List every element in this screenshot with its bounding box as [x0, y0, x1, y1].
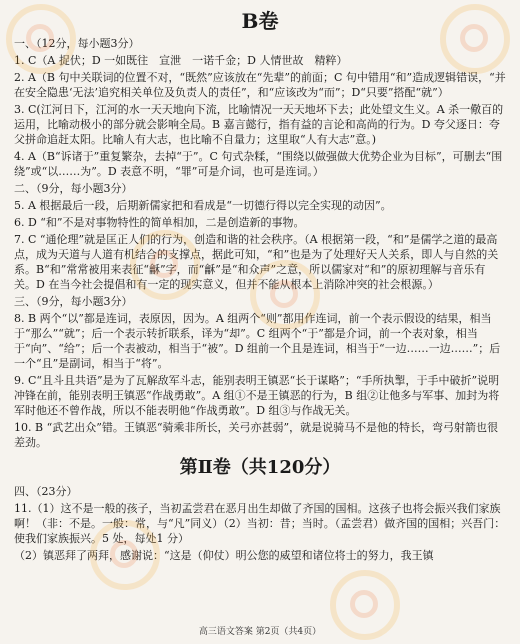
- answer-item: 3. C(江河日下，江河的水一天天地向下流，比喻情况一天天地坏下去；此处望文生义。A 杀一儆百的运用，比喻动极小的部分就会影响全局。B 嘉言懿行，指有益的言论和高尚的行为。D 夸父逐日：夸父拼命追赶太阳。比喻人有大志，也比喻不自量力；这里取“人有大志”意。): [14, 103, 504, 146]
- part2-title: 第Ⅱ卷（共120分）: [179, 457, 341, 478]
- section-header: 二、（9分，每小题3分）: [14, 182, 133, 195]
- answer-item: 4. A（B“诉诸于”重复繁杂，去掉“于”。C 句式杂糅，“围绕以做强做大优势企业为目标”，可删去“围绕”或“以……为”。D 表意不明，“罪”可是介词，也可是连词。）: [14, 150, 503, 178]
- section-header: 一、（12分，每小题3分）: [14, 37, 140, 50]
- answer-item: 8. B 两个“以”都是连词，表原因，因为。A 组两个“则”都用作连词，前一个表示假设的结果，相当于“那么”“就”；后一个表示转折联系，译为“却”。C 组两个“于”都是介词，前一个表对象，相当于“向”、“给”；后一个表被动，相当于“被”。D 组前一个且是连词，相当于“一边……一边……”；后一个“且”是副词，相当于“将”。: [14, 312, 501, 370]
- answer-item: 11.（1）这不是一般的孩子，当初孟尝君在恶月出生却做了齐国的国相。这孩子也将会振兴我们家族啊！（非：不是。一般：常，与“凡”同义）（2）当初：昔；当时。（孟尝君）做齐国的国相；兴吾门：使我们家族振兴。5 处，每处1 分）: [14, 502, 506, 545]
- answer-item: 6. D “和”不是对事物特性的简单相加，二是创造新的事物。: [14, 216, 305, 229]
- section-header: 三、（9分，每小题3分）: [14, 295, 133, 308]
- section-header: 四、（23分）: [14, 485, 78, 498]
- answer-item: 10. B “武艺出众”错。王镇恶“骑乘非所长，关弓亦甚弱”，就是说骑马不是他的特长，弯弓射箭也很差劲。: [14, 421, 499, 449]
- section-2: [14, 181, 506, 292]
- page-footer: 高三语文答案 第2页（共4页）: [198, 627, 322, 637]
- section-3: [14, 294, 506, 450]
- answer-item: 9. C“且斗且共语”是为了瓦解敌军斗志，能别表明王镇恶“长于谋略”；“手所执掣，于手中破折”说明冲锋在前，能别表明王镇恶“作战勇敢”。A 组①不是王镇恶的行为，B 组②让他多与军事、加封为将军时他还不曾作战，所以不能表明他“作战勇敢”。D 组③与作战无关。: [14, 374, 500, 417]
- section-4: [14, 484, 506, 563]
- answer-item: （2）镇恶拜了两拜，感谢说：“这是（仰仗）明公您的威望和诸位将士的努力，我王镇: [14, 549, 434, 562]
- answer-item: 5. A 根据最后一段，后期新儒家把和看成是“一切德行得以完全实现的动因”。: [14, 199, 392, 212]
- answer-item: 2. A（B 句中关联词的位置不对，“既然”应该放在“先辈”的前面；C 句中错用“和”造成逻辑错误，“并在安全隐患‘无法’追究相关单位及负责人的责任”，和“应该改为“而”；D“只要”搭配“就”）: [14, 71, 506, 99]
- page-title: B卷: [241, 9, 279, 33]
- answer-item: 7. C “通伦理”就是匡正人们的行为，创造和谐的社会秩序。（A 根据第一段，“和”是儒学之道的最高点，成为天道与人道有机结合的支撑点，据此可知，“和”也是为了处理好天人关系，即人与自然的关系。B“和”常常被用来表征“龢”字，而“龢”是“和众声”之意，所以儒家对“和”的原初理解与音乐有关。D 在当今社会提倡和有一定的现实意义，但并不能从根本上消除冲突的社会根源。）: [14, 233, 499, 291]
- answer-item: 1. C（A 捉伏；D 一如既往 宣泄 一诺千金；D 人情世故 精粹）: [14, 54, 348, 67]
- section-1: [14, 36, 506, 179]
